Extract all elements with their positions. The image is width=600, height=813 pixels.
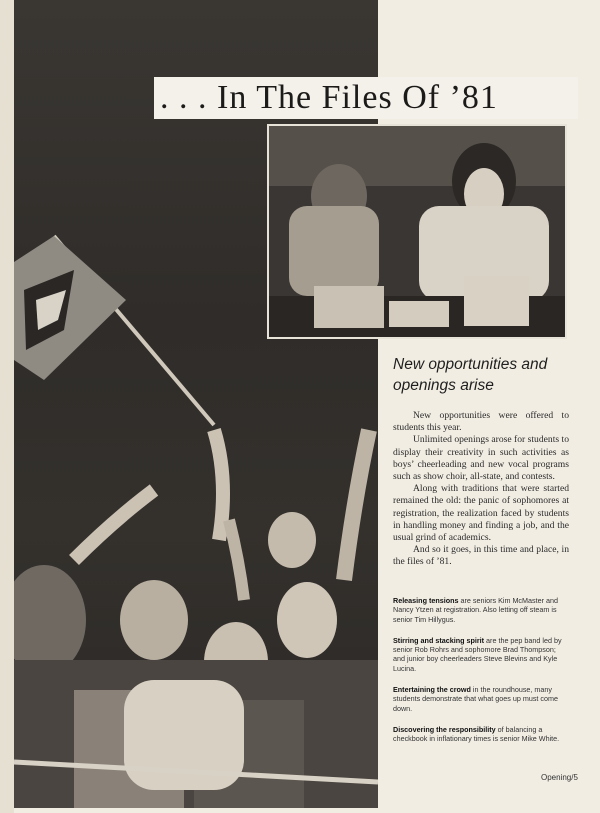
caption	[393, 636, 569, 673]
caption-text: of balancing a checkbook in inflationary times is senior Mike White.	[393, 724, 560, 744]
body-text	[393, 410, 569, 569]
page-edge	[0, 0, 14, 813]
caption-text: are seniors Kim McMaster and Nancy Ytzen at registration. Also letting off steam is senior Tim Hillygus.	[393, 596, 558, 624]
photo-captions	[393, 596, 569, 756]
body-paragraph: Along with traditions that were started remained the old: the panic of sophomores at registration, the realization faced by students in handling money and finding a job, and the usual grind of academics.	[393, 483, 569, 544]
crowd-photo-illustration	[14, 0, 378, 808]
caption-lead: Discovering the responsibility	[393, 724, 496, 734]
page-title: . . . In The Files Of ’81	[160, 79, 498, 116]
registration-photo-illustration	[269, 126, 565, 337]
page-number: Opening/5	[541, 773, 578, 782]
caption	[393, 685, 569, 713]
caption-lead: Stirring and stacking spirit	[393, 635, 485, 645]
crowd-photo	[14, 0, 378, 808]
caption-lead: Entertaining the crowd	[393, 685, 471, 695]
caption	[393, 725, 569, 744]
caption-text: in the roundhouse, many students demonstrate that what goes up must come down.	[393, 685, 559, 713]
body-paragraph: And so it goes, in this time and place, in the files of ’81.	[393, 544, 569, 568]
section-headline: New opportunities and openings arise	[393, 356, 548, 394]
registration-photo	[267, 124, 567, 339]
body-paragraph: New opportunities were offered to students this year.	[393, 410, 569, 434]
body-paragraph: Unlimited openings arose for students to display their creativity in such activities as boys’ cheerleading and new vocal programs such as show choir, all-state, and contests.	[393, 434, 569, 483]
caption	[393, 596, 569, 624]
caption-text: are the pep band led by senior Rob Rohrs and sophomore Brad Thompson; and junior boy cheerleaders Steve Blevins and Kyle Lucina.	[393, 635, 562, 673]
caption-lead: Releasing tensions	[393, 596, 459, 605]
